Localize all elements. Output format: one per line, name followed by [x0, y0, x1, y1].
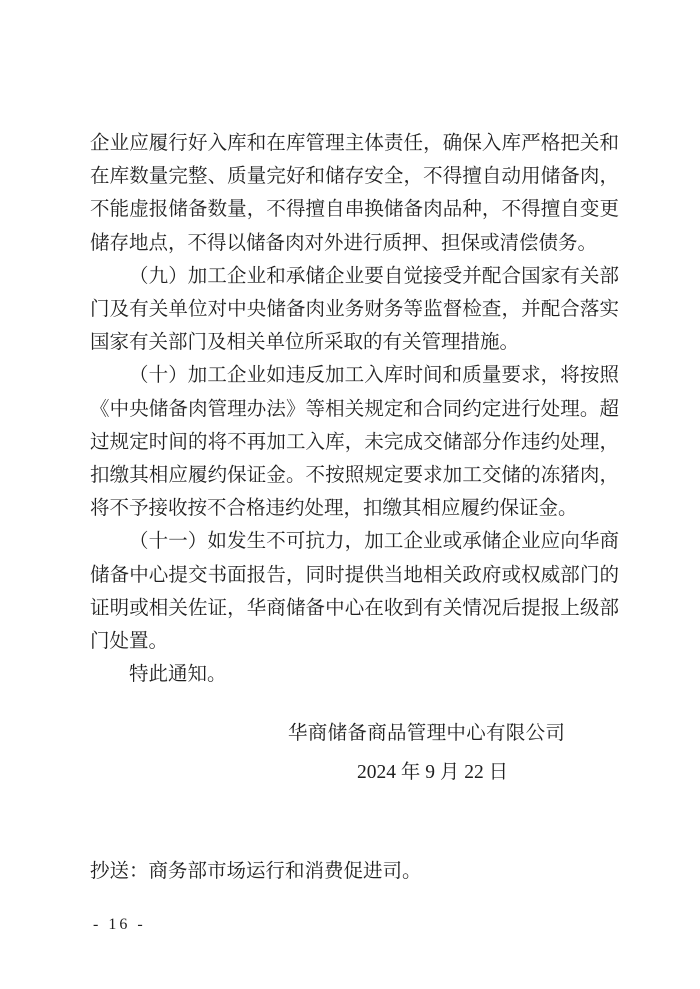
- body-paragraph-continuation: 企业应履行好入库和在库管理主体责任，确保入库严格把关和在库数量完整、质量完好和储存安全，不得擅自动用储备肉，不能虚报储备数量，不得擅自串换储备肉品种，不得擅自变更储存地点，不得以储备肉对外进行质押、担保或清偿债务。: [90, 133, 619, 254]
- signature-date: 2024 年 9 月 22 日: [357, 762, 509, 783]
- body-paragraph-item-11: （十一）如发生不可抗力，加工企业或承储企业应向华商储备中心提交书面报告，同时提供当地相关政府或权威部门的证明或相关佐证，华商储备中心在收到有关情况后提报上级部门处置。: [90, 531, 619, 653]
- notice-body: [90, 127, 619, 691]
- cc-line: 抄送：商务部市场运行和消费促进司。: [90, 861, 422, 882]
- body-paragraph-item-10: （十）加工企业如违反加工入库时间和质量要求，将按照《中央储备肉管理办法》等相关规定和合同约定进行处理。超过规定时间的将不再加工入库，未完成交储部分作违约处理，扣缴其相应履约保证金。不按照规定要求加工交储的冻猪肉，将不予接收按不合格违约处理，扣缴其相应履约保证金。: [90, 365, 619, 520]
- body-paragraph-item-9: （九）加工企业和承储企业要自觉接受并配合国家有关部门及有关单位对中央储备肉业务财务等监督检查，并配合落实国家有关部门及相关单位所采取的有关管理措施。: [90, 265, 619, 354]
- page-number: - 16 -: [93, 916, 146, 933]
- notice-closing: 特此通知。: [129, 664, 227, 686]
- signature-company: 华商储备商品管理中心有限公司: [288, 723, 566, 744]
